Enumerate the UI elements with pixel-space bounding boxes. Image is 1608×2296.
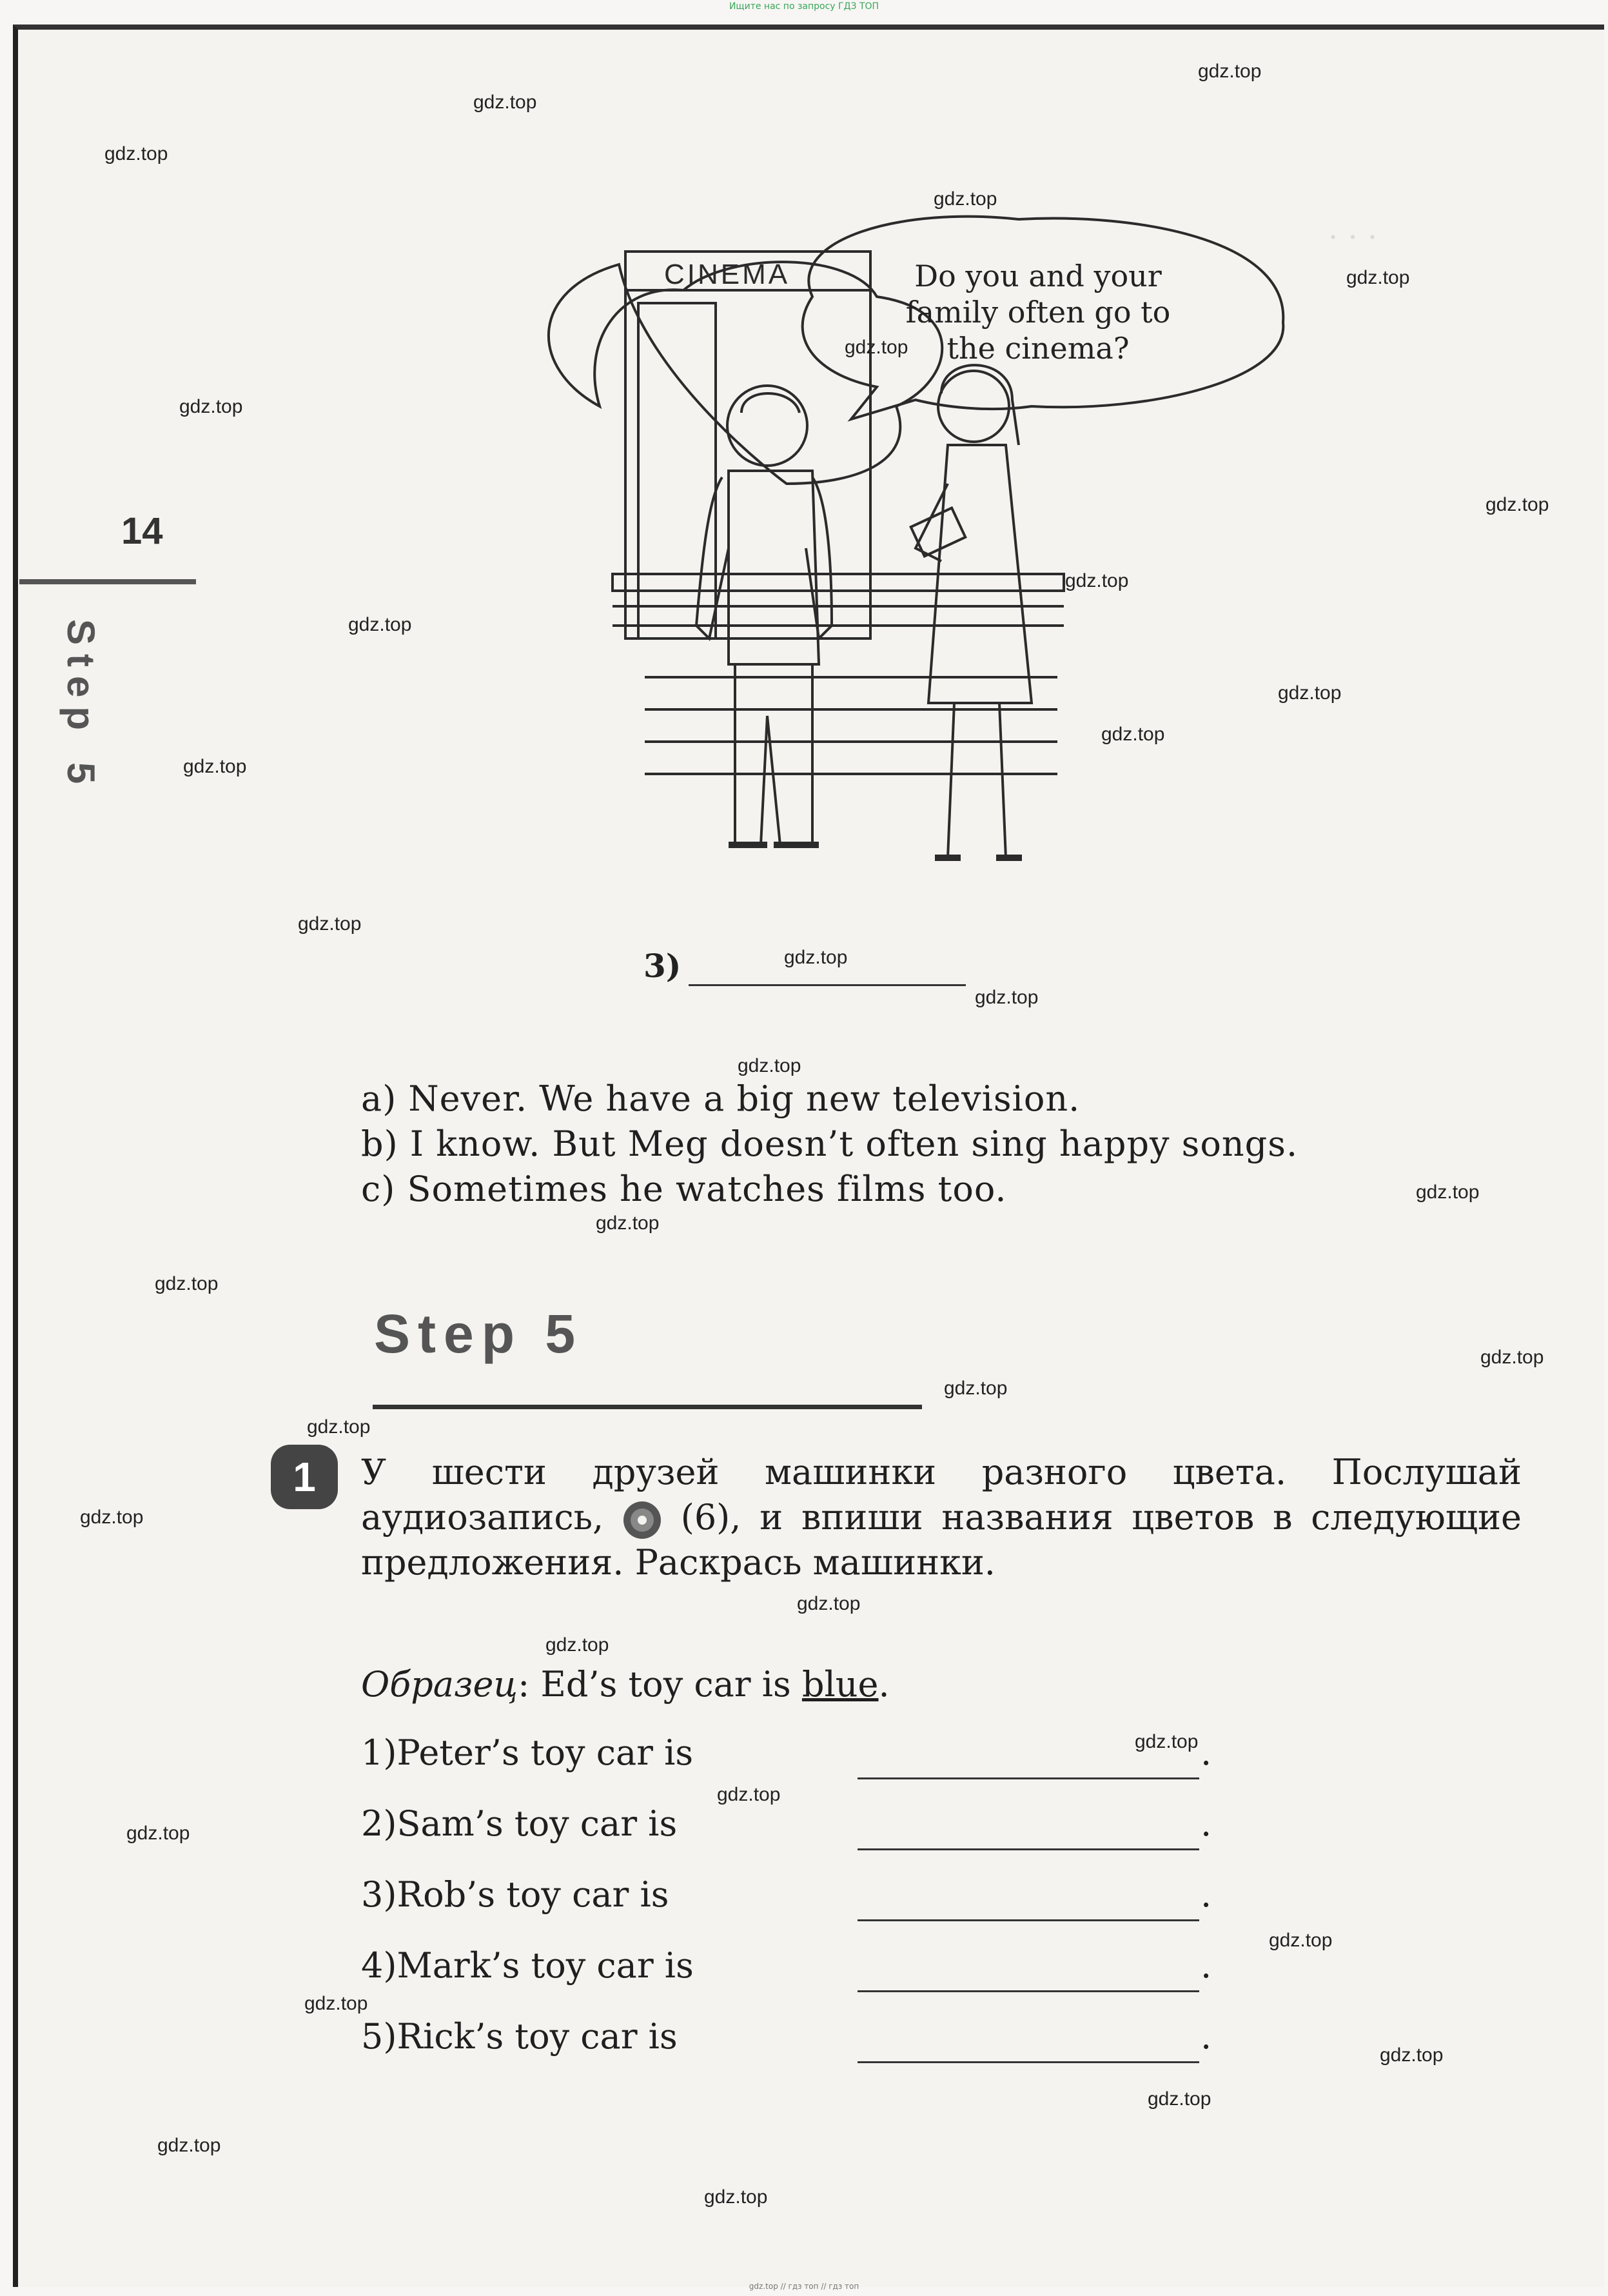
answer-option-b: b) I know. But Meg doesn’t often sing happy songs.: [361, 1123, 1299, 1164]
item-text: Sam’s toy car is: [397, 1803, 678, 1844]
item-number: 2): [361, 1803, 397, 1844]
fill-item: [361, 2016, 678, 2057]
speech-line: family often go to: [905, 295, 1171, 330]
watermark: gdz.top: [934, 188, 997, 210]
item-number: 5): [361, 2016, 397, 2057]
item-period: .: [1201, 2016, 1212, 2057]
watermark: gdz.top: [1480, 1347, 1544, 1368]
watermark: gdz.top: [1416, 1182, 1480, 1203]
answer-option-a: a) Never. We have a big new television.: [361, 1078, 1081, 1119]
item-number: 1): [361, 1732, 397, 1773]
watermark: gdz.top: [183, 756, 247, 777]
man-sweater: [729, 471, 819, 664]
watermark: gdz.top: [717, 1784, 781, 1805]
watermark: gdz.top: [738, 1055, 801, 1076]
item-period: .: [1201, 1803, 1212, 1844]
watermark: gdz.top: [596, 1212, 660, 1234]
watermark: gdz.top: [845, 337, 908, 358]
bottom-banner: gdz.top // гдз топ // гдз топ: [749, 2282, 859, 2291]
speech-line: the cinema?: [946, 331, 1130, 366]
watermark: gdz.top: [944, 1378, 1008, 1399]
watermark: gdz.top: [179, 396, 243, 417]
watermark: gdz.top: [545, 1634, 609, 1656]
item-text: Rick’s toy car is: [397, 2016, 678, 2057]
watermark: gdz.top: [104, 143, 168, 164]
instruction-text: У шести друзей машинки разного цвета. Послушай аудиозапись,: [361, 1452, 1522, 1538]
watermark: gdz.top: [1135, 1731, 1199, 1752]
item-number: 3): [361, 1874, 397, 1915]
watermark: gdz.top: [704, 2186, 768, 2208]
side-step-word: Step: [59, 619, 103, 740]
bleed-through-marks: · · ·: [1328, 219, 1378, 255]
watermark: gdz.top: [1148, 2088, 1211, 2110]
man-trousers: [735, 664, 812, 845]
item-number: 4): [361, 1945, 397, 1986]
fill-item: [361, 1945, 694, 1986]
watermark: gdz.top: [1269, 1930, 1333, 1951]
cinema-door-left: [638, 303, 716, 638]
watermark: gdz.top: [126, 1823, 190, 1844]
watermark: gdz.top: [1065, 570, 1129, 591]
watermark: gdz.top: [298, 913, 362, 935]
watermark: gdz.top: [80, 1507, 144, 1528]
side-step-label: [59, 619, 103, 793]
item-text: Peter’s toy car is: [397, 1732, 694, 1773]
answer-blank[interactable]: [858, 1848, 1199, 1850]
cinema-sign: CINEMA: [664, 259, 790, 290]
speech-line: Do you and your: [914, 259, 1162, 293]
watermark: gdz.top: [1346, 267, 1410, 288]
step-rule: [373, 1405, 922, 1409]
watermark: gdz.top: [473, 92, 537, 113]
task-number-badge: 1: [271, 1445, 338, 1509]
answer-blank[interactable]: [858, 1919, 1199, 1921]
watermark: gdz.top: [157, 2135, 221, 2156]
top-banner: Ищите нас по запросу ГДЗ ТОП: [729, 1, 879, 12]
watermark: gdz.top: [784, 947, 848, 968]
answer-option-c: c) Sometimes he watches films too.: [361, 1169, 1007, 1209]
audio-cd-icon: [622, 1500, 662, 1540]
watermark: gdz.top: [1485, 494, 1549, 515]
watermark: gdz.top: [1101, 724, 1165, 745]
speech-text: [858, 258, 1219, 366]
item-period: .: [1201, 1732, 1212, 1773]
item-text: Mark’s toy car is: [397, 1945, 694, 1986]
answer-blank[interactable]: [689, 984, 966, 986]
item-period: .: [1201, 1945, 1212, 1986]
watermark: gdz.top: [1380, 2044, 1444, 2066]
item-text: Rob’s toy car is: [397, 1874, 669, 1915]
fill-item: [361, 1874, 669, 1915]
watermark: gdz.top: [1278, 682, 1342, 704]
example-line: Образец: Ed’s toy car is blue.: [361, 1664, 890, 1705]
task-instruction: [361, 1450, 1522, 1585]
example-text: Ed’s toy car is: [540, 1664, 791, 1705]
man-head: [727, 386, 807, 466]
answer-blank[interactable]: [858, 1990, 1199, 1992]
page-number: 14: [121, 510, 163, 552]
example-answer: blue: [801, 1664, 879, 1705]
answer-blank[interactable]: [858, 1777, 1199, 1779]
answer-number: 3): [643, 947, 681, 985]
answer-blank[interactable]: [858, 2061, 1199, 2063]
watermark: gdz.top: [348, 614, 412, 635]
example-label: Образец: [361, 1664, 518, 1705]
instruction-text-continued: (6), и впиши названия цветов в следующие предложения. Раскрась машинки.: [361, 1497, 1522, 1583]
fill-item: [361, 1803, 677, 1844]
watermark: gdz.top: [797, 1593, 861, 1614]
watermark: gdz.top: [155, 1273, 219, 1294]
cinema-building: [625, 252, 870, 638]
watermark: gdz.top: [307, 1416, 371, 1438]
watermark: gdz.top: [975, 987, 1039, 1008]
step-heading: Step 5: [374, 1303, 583, 1364]
watermark: gdz.top: [1198, 61, 1262, 82]
item-period: .: [1201, 1874, 1212, 1915]
side-step-number: 5: [59, 762, 103, 793]
watermark: gdz.top: [304, 1993, 368, 2014]
side-rule: [19, 579, 196, 584]
fill-item: [361, 1732, 693, 1773]
